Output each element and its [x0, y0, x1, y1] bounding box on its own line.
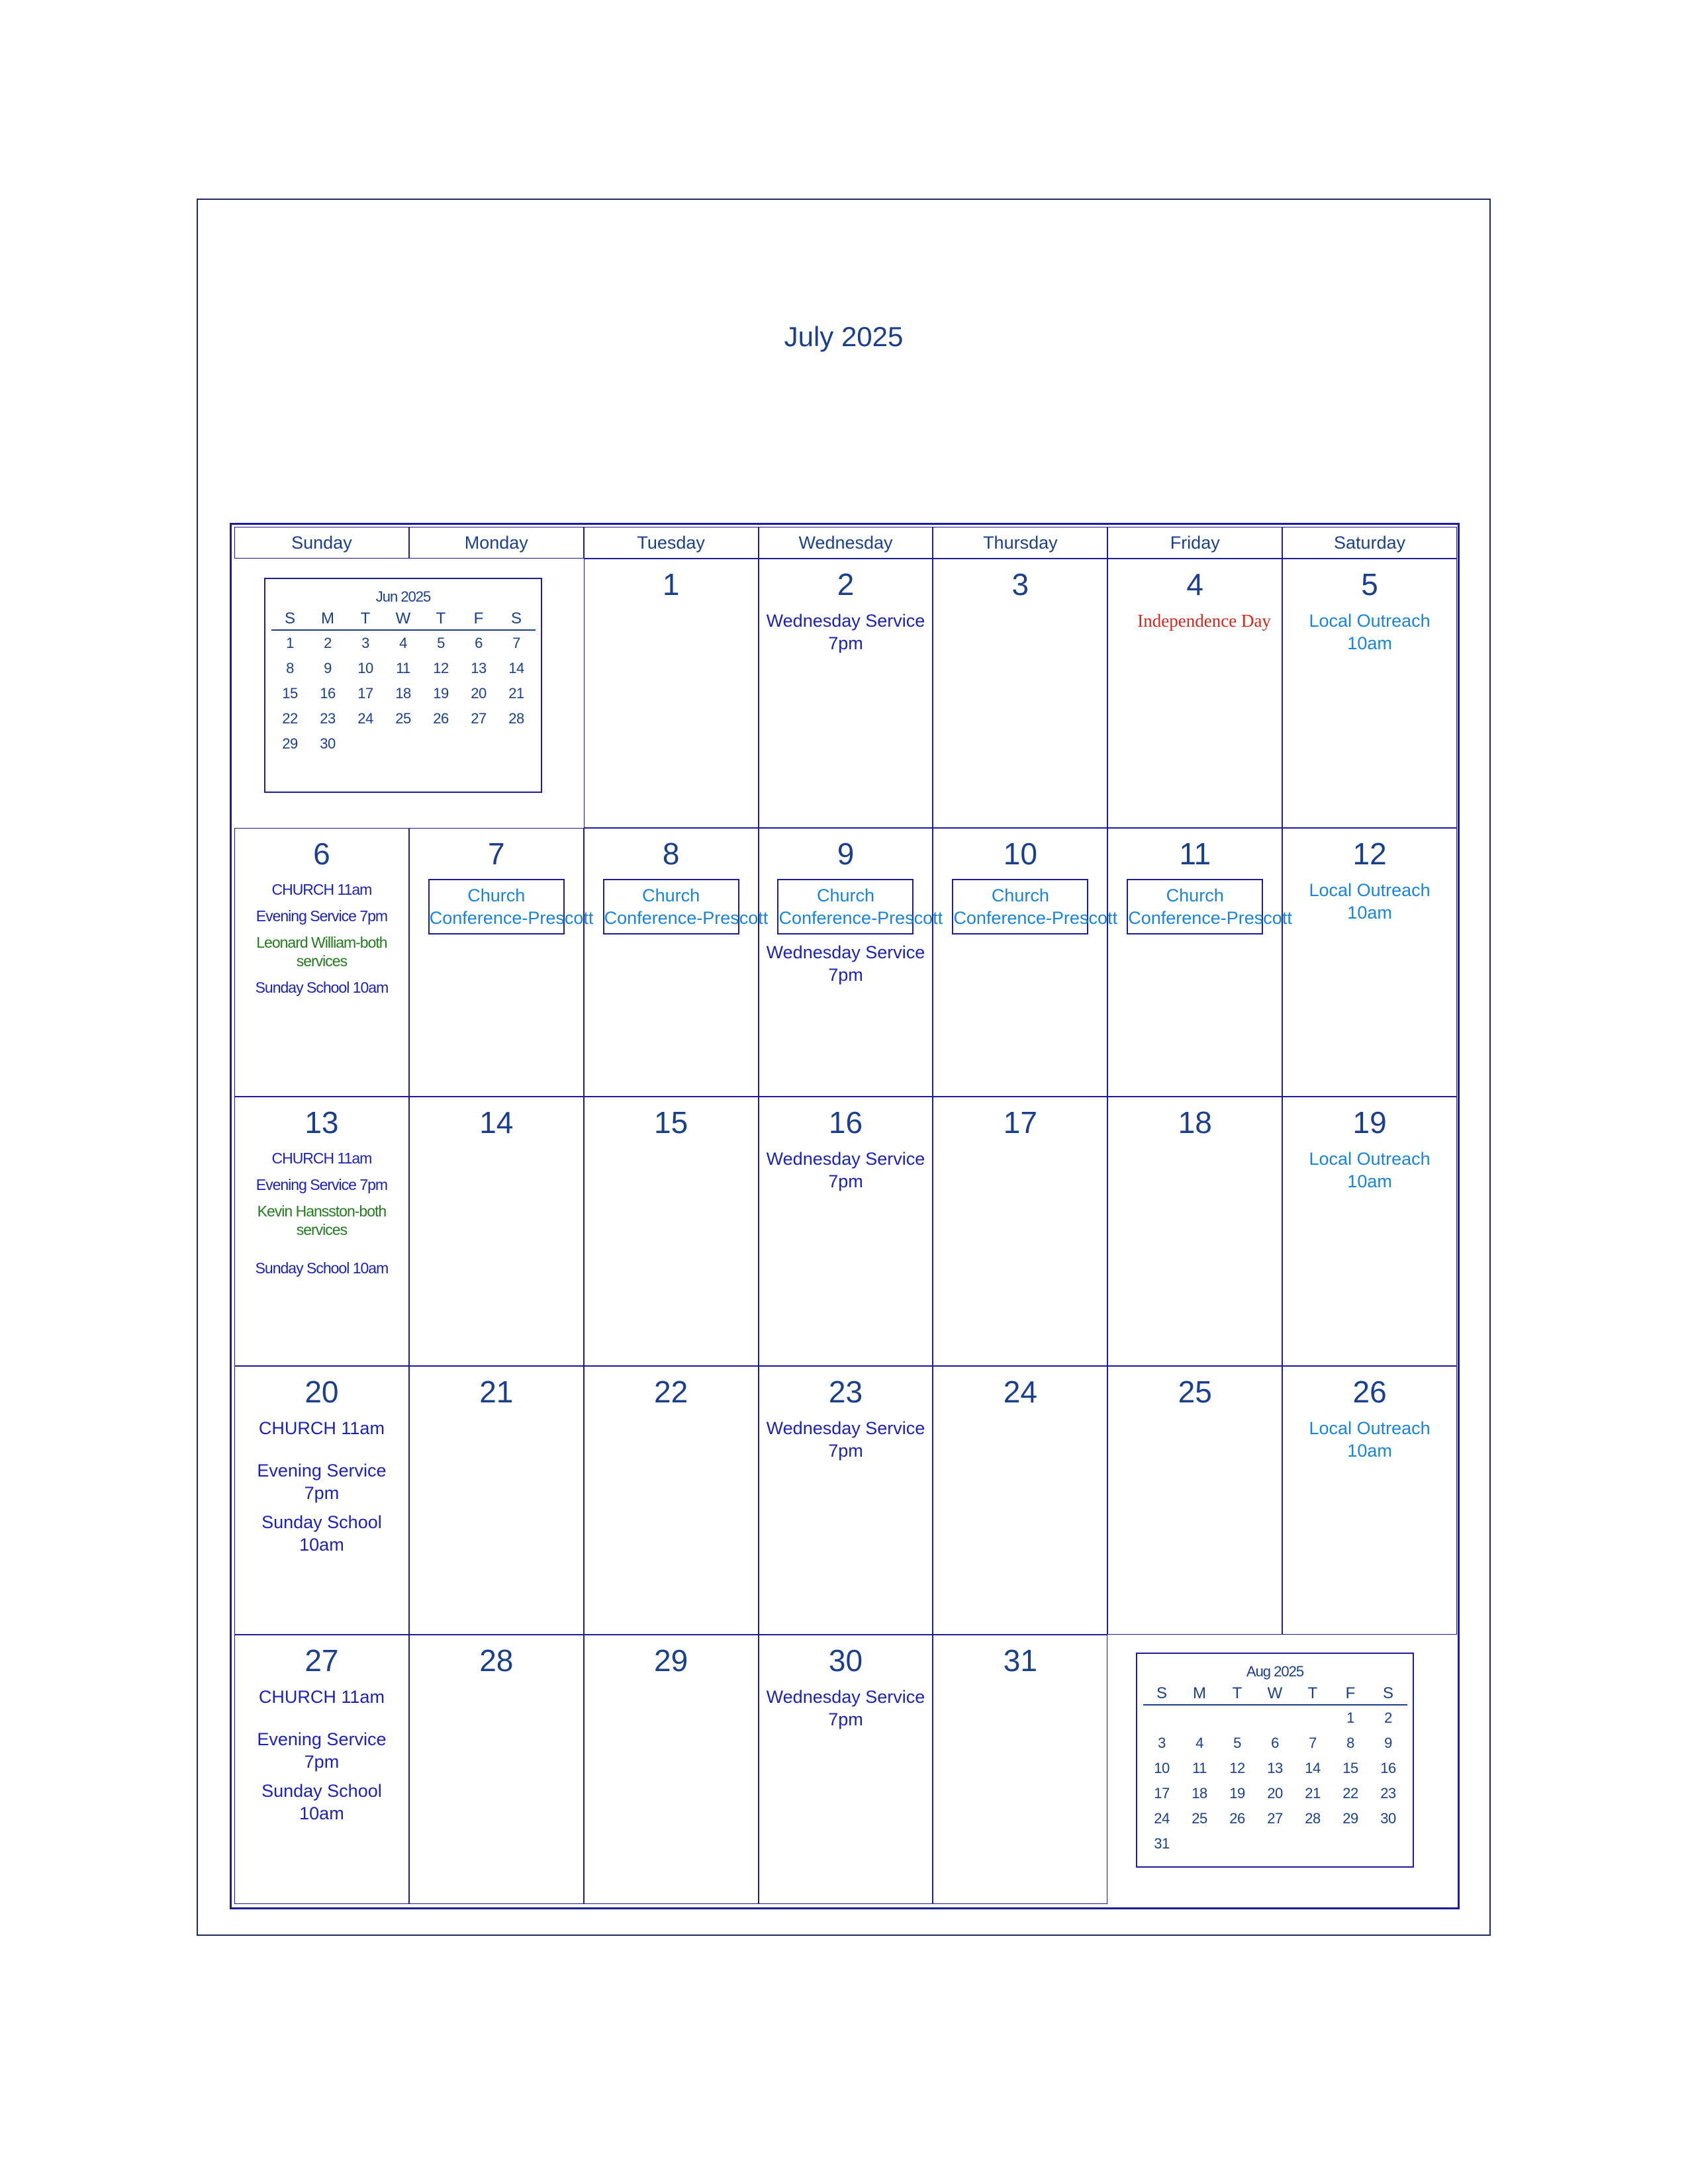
mini-day: 14 — [508, 660, 524, 676]
event[interactable]: Wednesday Service 7pm — [766, 611, 925, 653]
day-cell-4[interactable] — [1107, 559, 1282, 828]
mini-day: 23 — [1380, 1785, 1396, 1801]
event[interactable]: Local Outreach 10am — [1309, 880, 1430, 923]
mini-day: 17 — [1154, 1785, 1170, 1801]
mini-day: 25 — [395, 710, 411, 727]
mini-day: 13 — [1267, 1760, 1283, 1776]
day-cell-22[interactable] — [584, 1366, 759, 1635]
day-cell-3[interactable] — [933, 559, 1107, 828]
event[interactable]: Sunday School 10am — [261, 1512, 382, 1555]
mini-day: 25 — [1192, 1810, 1207, 1827]
weekday-header: Tuesday — [584, 527, 759, 559]
event-church-conference[interactable] — [603, 879, 769, 934]
day-cell-23[interactable] — [759, 1366, 933, 1635]
event-line: Conference-Prescott — [604, 907, 769, 928]
mini-day — [347, 731, 385, 756]
event[interactable]: Evening Service 7pm — [257, 1460, 387, 1503]
event[interactable]: CHURCH 11am — [271, 1150, 372, 1167]
mini-day — [1181, 1831, 1219, 1856]
mini-day — [422, 731, 460, 756]
day-cell-5[interactable] — [1282, 559, 1457, 828]
day-number: 4 — [1186, 567, 1203, 602]
mini-weekday: T — [1219, 1683, 1256, 1705]
mini-day: 9 — [1384, 1735, 1392, 1751]
day-number: 9 — [837, 836, 855, 871]
mini-day: 4 — [1196, 1735, 1203, 1751]
day-number: 20 — [305, 1374, 339, 1409]
event[interactable]: CHURCH 11am — [271, 880, 372, 898]
day-cell-8[interactable] — [584, 828, 769, 1097]
event-line: Conference-Prescott — [1128, 907, 1292, 928]
mini-calendar-title: Jun 2025 — [375, 588, 431, 605]
event-church-conference[interactable] — [1127, 879, 1292, 934]
day-number: 14 — [479, 1105, 514, 1140]
mini-day: 23 — [320, 710, 336, 727]
day-cell-27[interactable] — [234, 1635, 409, 1904]
mini-day: 20 — [471, 685, 487, 702]
mini-day: 24 — [357, 710, 373, 727]
event-line: Church — [816, 885, 874, 905]
day-number: 19 — [1352, 1105, 1387, 1140]
mini-day: 29 — [1342, 1810, 1358, 1827]
event-line: Church — [642, 885, 700, 905]
event-line: Church — [1166, 885, 1224, 905]
day-number: 10 — [1003, 836, 1037, 871]
mini-day — [1294, 1831, 1332, 1856]
event[interactable]: Wednesday Service 7pm — [766, 1418, 925, 1461]
mini-day: 7 — [1309, 1735, 1317, 1751]
event[interactable]: CHURCH 11am — [258, 1418, 385, 1438]
mini-day: 2 — [324, 635, 332, 651]
event-church-conference[interactable] — [428, 879, 594, 934]
day-number: 30 — [828, 1643, 863, 1678]
mini-day — [1143, 1705, 1181, 1731]
mini-day: 7 — [512, 635, 520, 651]
mini-day: 31 — [1154, 1835, 1170, 1852]
mini-day: 6 — [475, 635, 483, 651]
weekday-header: Saturday — [1282, 527, 1457, 559]
day-cell-24[interactable] — [933, 1366, 1107, 1635]
day-cell-29[interactable] — [584, 1635, 759, 1904]
weekday-header: Monday — [409, 527, 584, 559]
event[interactable]: Evening Service 7pm — [256, 907, 388, 925]
mini-day: 3 — [361, 635, 369, 651]
mini-day: 16 — [1380, 1760, 1396, 1776]
day-number: 24 — [1003, 1374, 1037, 1409]
day-number: 21 — [479, 1374, 514, 1409]
event-line: Conference-Prescott — [953, 907, 1117, 928]
mini-day: 5 — [1233, 1735, 1241, 1751]
mini-day: 20 — [1267, 1785, 1283, 1801]
mini-day: 5 — [437, 635, 445, 651]
day-number: 1 — [662, 567, 680, 602]
day-number: 17 — [1003, 1105, 1037, 1140]
event-church-conference[interactable] — [777, 879, 943, 934]
mini-day: 13 — [471, 660, 487, 676]
day-number: 28 — [479, 1643, 514, 1678]
mini-day: 14 — [1305, 1760, 1321, 1776]
day-cell-25[interactable] — [1107, 1366, 1282, 1635]
mini-weekday: F — [460, 608, 498, 630]
event[interactable]: Evening Service 7pm — [257, 1729, 387, 1772]
mini-day: 1 — [286, 635, 294, 651]
mini-day: 16 — [320, 685, 336, 702]
mini-day: 27 — [471, 710, 487, 727]
mini-day: 28 — [1305, 1810, 1321, 1827]
mini-day — [1181, 1705, 1219, 1731]
mini-day: 17 — [357, 685, 373, 702]
day-number: 16 — [828, 1105, 863, 1140]
mini-day: 3 — [1158, 1735, 1166, 1751]
day-cell-28[interactable] — [409, 1635, 584, 1904]
mini-day: 29 — [282, 735, 298, 752]
mini-day — [1219, 1831, 1256, 1856]
weekday-header: Friday — [1107, 527, 1282, 559]
mini-day: 22 — [1342, 1785, 1358, 1801]
day-number: 7 — [487, 836, 505, 871]
mini-day — [1294, 1705, 1332, 1731]
day-cell-15[interactable] — [584, 1097, 759, 1366]
mini-day: 21 — [508, 685, 524, 702]
event[interactable]: Independence Day — [1137, 611, 1271, 631]
day-cell-18[interactable] — [1107, 1097, 1282, 1366]
day-cell-11[interactable] — [1107, 828, 1292, 1097]
day-number: 31 — [1003, 1643, 1037, 1678]
day-cell-17[interactable] — [933, 1097, 1107, 1366]
mini-day: 8 — [286, 660, 294, 676]
event[interactable]: Sunday School 10am — [261, 1781, 382, 1824]
event-line: Conference-Prescott — [429, 907, 594, 928]
mini-day: 15 — [282, 685, 298, 702]
event[interactable]: Kevin Hansston-both services — [257, 1203, 387, 1239]
event-line: Church — [991, 885, 1049, 905]
mini-day: 11 — [1192, 1760, 1207, 1776]
day-cell-2[interactable] — [759, 559, 933, 828]
mini-day — [1256, 1705, 1294, 1731]
mini-day — [1370, 1831, 1407, 1856]
mini-calendar-june — [264, 578, 542, 793]
mini-day — [498, 731, 536, 756]
mini-day: 24 — [1154, 1810, 1170, 1827]
mini-weekday: T — [1294, 1683, 1332, 1705]
mini-day — [1256, 1831, 1294, 1856]
weekday-header: Wednesday — [759, 527, 933, 559]
day-number: 6 — [313, 836, 330, 871]
mini-day: 11 — [396, 660, 410, 676]
event-church-conference[interactable] — [952, 879, 1117, 934]
mini-weekday: M — [309, 608, 347, 630]
day-cell-26[interactable] — [1282, 1366, 1457, 1635]
mini-day: 18 — [1192, 1785, 1207, 1801]
day-number: 2 — [837, 567, 855, 602]
mini-day — [385, 731, 422, 756]
mini-day: 30 — [320, 735, 336, 752]
event[interactable]: Evening Service 7pm — [256, 1176, 388, 1194]
event-line: Conference-Prescott — [778, 907, 943, 928]
event[interactable]: Wednesday Service 7pm — [766, 942, 925, 985]
day-number: 13 — [305, 1105, 339, 1140]
day-number: 11 — [1179, 836, 1211, 871]
mini-weekday: F — [1332, 1683, 1370, 1705]
mini-calendar-august — [1136, 1653, 1414, 1868]
day-cell-14[interactable] — [409, 1097, 584, 1366]
mini-day: 4 — [399, 635, 407, 651]
day-number: 15 — [654, 1105, 688, 1140]
day-cell-9[interactable] — [759, 828, 943, 1097]
day-number: 22 — [654, 1374, 688, 1409]
day-cell-30[interactable] — [759, 1635, 933, 1904]
day-cell-20[interactable] — [234, 1366, 409, 1635]
mini-day: 2 — [1384, 1709, 1392, 1726]
day-cell-6[interactable] — [234, 828, 409, 1097]
mini-weekday: S — [1143, 1683, 1181, 1705]
day-number: 3 — [1011, 567, 1029, 602]
mini-day: 10 — [1154, 1760, 1170, 1776]
day-number: 27 — [305, 1643, 339, 1678]
mini-weekday: T — [347, 608, 385, 630]
day-number: 18 — [1178, 1105, 1212, 1140]
mini-day: 10 — [357, 660, 373, 676]
mini-weekday: T — [422, 608, 460, 630]
mini-day — [460, 731, 498, 756]
mini-day: 26 — [1229, 1810, 1245, 1827]
day-cell-12[interactable] — [1282, 828, 1457, 1097]
mini-calendar-table — [1143, 1683, 1407, 1856]
mini-weekday: W — [385, 608, 422, 630]
mini-day: 22 — [282, 710, 298, 727]
mini-day: 27 — [1267, 1810, 1283, 1827]
day-cell-21[interactable] — [409, 1366, 584, 1635]
mini-weekday: S — [498, 608, 536, 630]
mini-day: 19 — [1229, 1785, 1245, 1801]
day-number: 25 — [1178, 1374, 1212, 1409]
day-cell-7[interactable] — [409, 828, 594, 1097]
mini-weekday: M — [1181, 1683, 1219, 1705]
event[interactable]: Leonard William-both services — [256, 933, 387, 970]
mini-day: 28 — [508, 710, 524, 727]
mini-day: 8 — [1346, 1735, 1354, 1751]
event[interactable]: CHURCH 11am — [258, 1687, 385, 1707]
mini-day: 12 — [433, 660, 449, 676]
day-cell-31[interactable] — [933, 1635, 1107, 1904]
page-title: July 2025 — [784, 321, 904, 352]
weekday-header: Thursday — [933, 527, 1107, 559]
mini-day: 18 — [395, 685, 411, 702]
day-number: 12 — [1352, 836, 1387, 871]
event[interactable]: Local Outreach 10am — [1309, 1149, 1430, 1192]
event[interactable]: Wednesday Service 7pm — [766, 1687, 925, 1730]
mini-day: 9 — [324, 660, 332, 676]
mini-calendar-table — [271, 608, 536, 756]
mini-day: 26 — [433, 710, 449, 727]
day-number: 5 — [1361, 567, 1378, 602]
mini-day: 1 — [1346, 1709, 1354, 1726]
weekday-header: Sunday — [234, 527, 409, 559]
mini-weekday: W — [1256, 1683, 1294, 1705]
mini-day: 19 — [433, 685, 449, 702]
mini-calendar-title: Aug 2025 — [1246, 1663, 1304, 1680]
day-cell-16[interactable] — [759, 1097, 933, 1366]
event[interactable]: Local Outreach 10am — [1309, 1418, 1430, 1461]
event-line: Church — [467, 885, 526, 905]
mini-day: 6 — [1271, 1735, 1279, 1751]
mini-day: 30 — [1380, 1810, 1396, 1827]
mini-day — [1332, 1831, 1370, 1856]
day-cell-1[interactable] — [584, 559, 759, 828]
day-number: 29 — [654, 1643, 688, 1678]
mini-day: 15 — [1342, 1760, 1358, 1776]
day-number: 26 — [1352, 1374, 1387, 1409]
mini-day — [1219, 1705, 1256, 1731]
event[interactable]: Sunday School 10am — [255, 1259, 389, 1277]
day-number: 23 — [828, 1374, 863, 1409]
event[interactable]: Local Outreach 10am — [1309, 611, 1430, 653]
day-cell-19[interactable] — [1282, 1097, 1457, 1366]
day-number: 8 — [662, 836, 680, 871]
mini-weekday: S — [1370, 1683, 1407, 1705]
day-cell-10[interactable] — [933, 828, 1117, 1097]
mini-weekday: S — [271, 608, 309, 630]
event[interactable]: Wednesday Service 7pm — [766, 1149, 925, 1192]
mini-day: 12 — [1229, 1760, 1245, 1776]
event[interactable]: Sunday School 10am — [255, 978, 389, 996]
mini-day: 21 — [1305, 1785, 1321, 1801]
day-cell-13[interactable] — [234, 1097, 409, 1366]
